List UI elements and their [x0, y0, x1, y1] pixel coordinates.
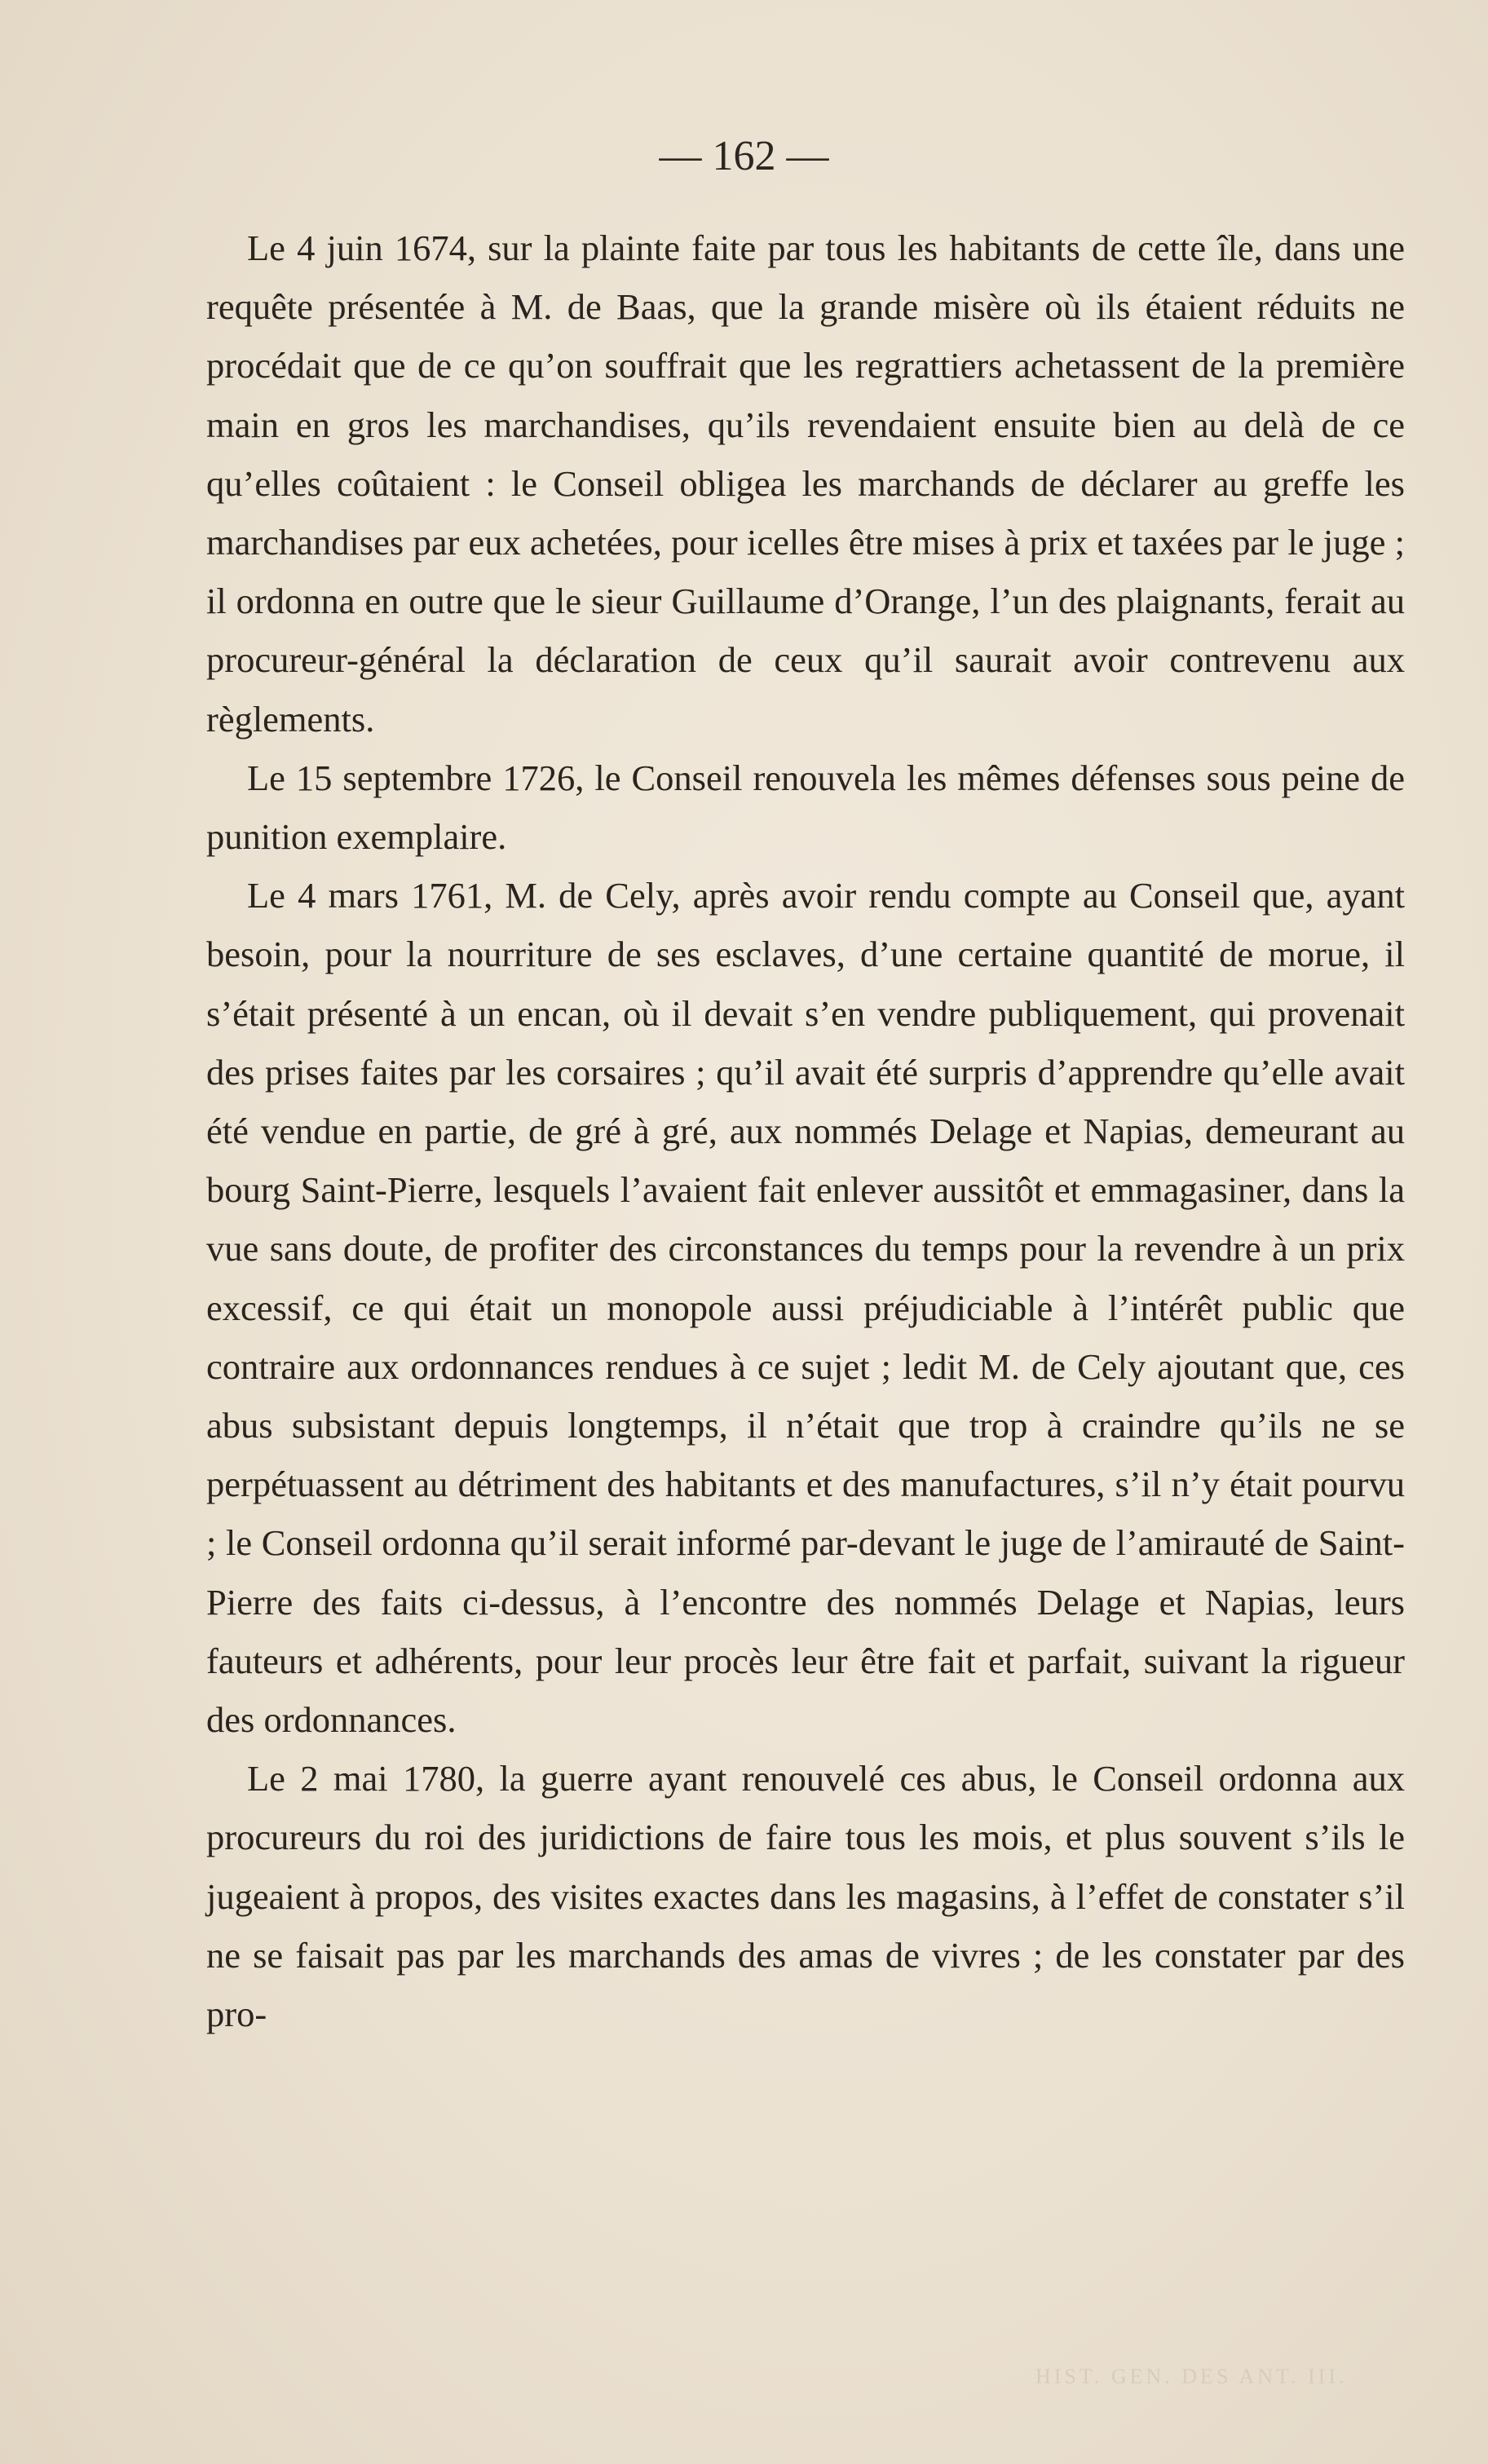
- paragraph-1726: Le 15 septembre 1726, le Conseil renouvela les mêmes défenses sous peine de punition exemplaire.: [206, 757, 1405, 858]
- footer-signature: HIST. GEN. DES ANT. III.: [1035, 2365, 1348, 2388]
- body-text: [206, 219, 1405, 2043]
- paragraph-1761: Le 4 mars 1761, M. de Cely, après avoir rendu compte au Conseil que, ayant besoin, pour la nourriture de ses esclaves, d’une certaine quantité de morue, il s’était présenté à un encan, où il devait s’en vendre publiquement, qui provenait des prises faites par les corsaires ; qu’il avait été surpris d’apprendre qu’elle avait été vendue en partie, de gré à gré, aux nommés Delage et Napias, demeurant au bourg Saint-Pierre, lesquels l’avaient fait enlever aussitôt et emmagasiner, dans la vue sans doute, de profiter des circonstances du temps pour la revendre à un prix excessif, ce qui était un monopole aussi préjudiciable à l’intérêt public que contraire aux ordonnances rendues à ce sujet ; ledit M. de Cely ajoutant que, ces abus subsistant depuis longtemps, il n’était que trop à craindre qu’ils ne se perpétuassent au détriment des habitants et des manufactures, s’il n’y était pourvu ; le Conseil ordonna qu’il serait informé par-devant le juge de l’amirauté de Saint-Pierre des faits ci-dessus, à l’encontre des nommés Delage et Napias, leurs fauteurs et adhérents, pour leur procès leur être fait et parfait, suivant la rigueur des ordonnances.: [206, 875, 1405, 1741]
- paragraph-1674: Le 4 juin 1674, sur la plainte faite par tous les habitants de cette île, dans une requête présentée à M. de Baas, que la grande misère où ils étaient réduits ne procédait que de ce qu’on souffrait que les regrattiers achetassent de la première main en gros les marchandises, qu’ils revendaient ensuite bien au delà de ce qu’elles coûtaient : le Conseil obligea les marchands de déclarer au greffe les marchandises par eux achetées, pour icelles être mises à prix et taxées par le juge ; il ordonna en outre que le sieur Guillaume d’Orange, l’un des plaignants, ferait au procureur-général la déclaration de ceux qu’il saurait avoir contrevenu aux règlements.: [206, 227, 1405, 740]
- paragraph-1780: Le 2 mai 1780, la guerre ayant renouvelé ces abus, le Conseil ordonna aux procureurs du roi des juridictions de faire tous les mois, et plus souvent s’ils le jugeaient à propos, des visites exactes dans les magasins, à l’effet de constater s’il ne se faisait pas par les marchands des amas de vivres ; de les constater par des pro-: [206, 1758, 1405, 2035]
- page-number: — 162 —: [659, 133, 829, 179]
